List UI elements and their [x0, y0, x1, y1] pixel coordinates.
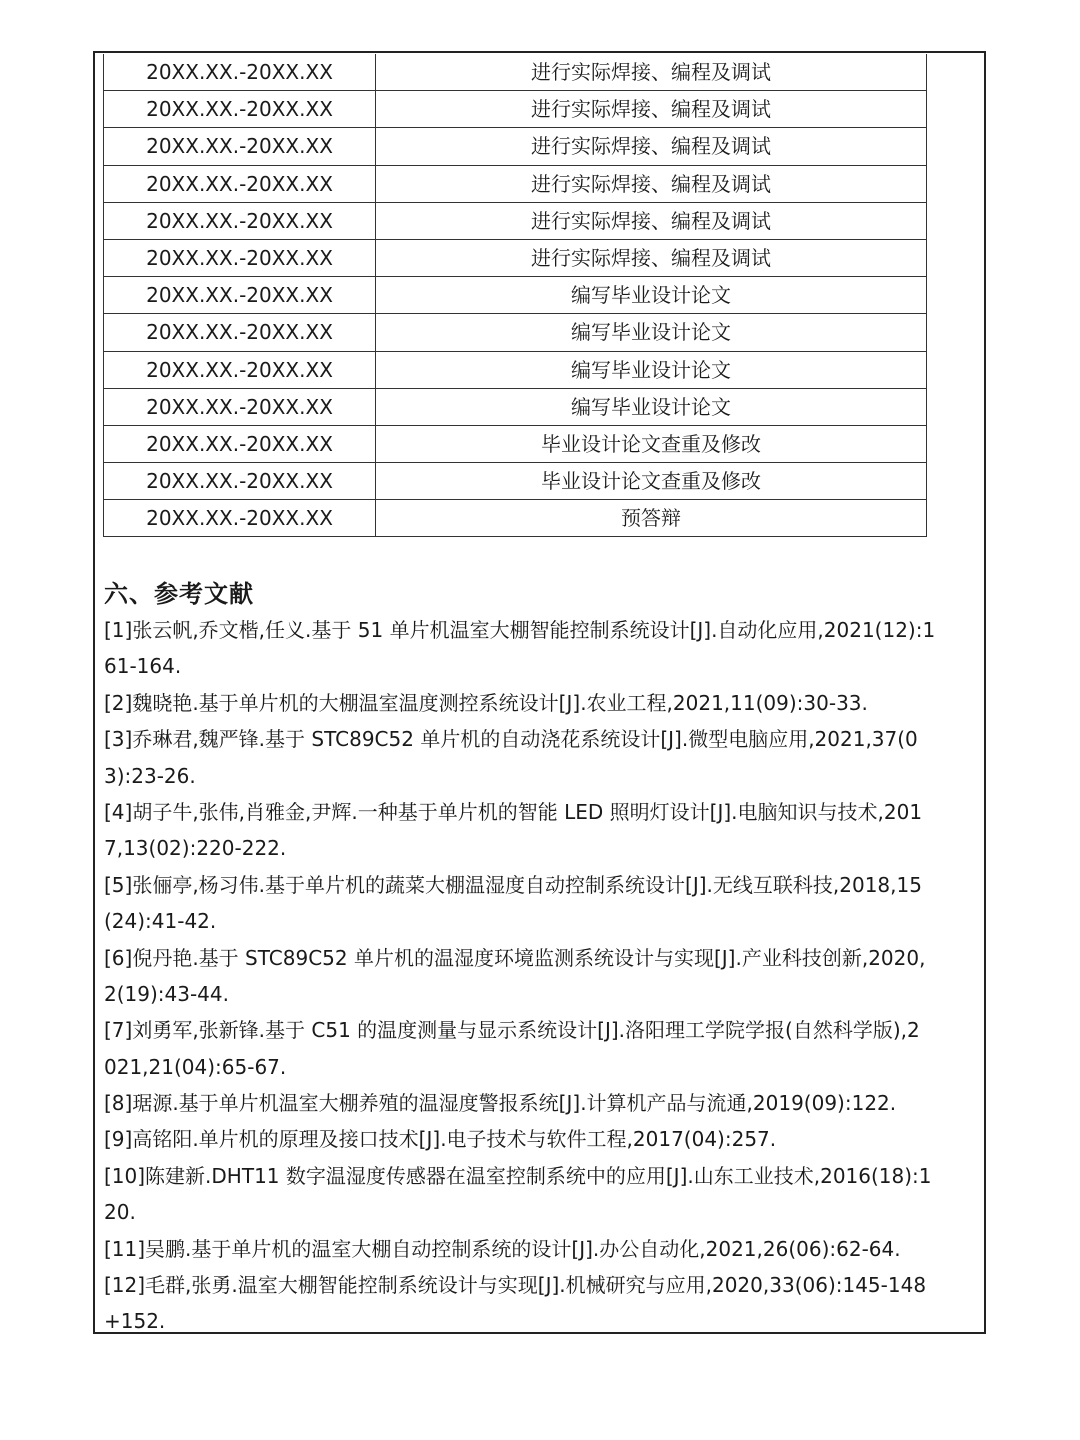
- schedule-task-cell: 毕业设计论文查重及修改: [376, 425, 927, 462]
- reference-line: 2(19):43-44.: [104, 981, 229, 1006]
- schedule-task-cell: 进行实际焊接、编程及调试: [376, 165, 927, 202]
- reference-line: 61-164.: [104, 654, 182, 679]
- schedule-date-cell: 20XX.XX.-20XX.XX: [104, 54, 376, 91]
- schedule-task-cell: 预答辩: [376, 500, 927, 537]
- references-heading: 六、参考文献: [104, 580, 254, 608]
- schedule-date-cell: 20XX.XX.-20XX.XX: [104, 91, 376, 128]
- table-row: [104, 91, 927, 128]
- schedule-date-cell: 20XX.XX.-20XX.XX: [104, 165, 376, 202]
- table-row: [104, 314, 927, 351]
- schedule-task-cell: 进行实际焊接、编程及调试: [376, 239, 927, 276]
- schedule-date-cell: 20XX.XX.-20XX.XX: [104, 425, 376, 462]
- reference-line: (24):41-42.: [104, 909, 217, 934]
- schedule-date-cell: 20XX.XX.-20XX.XX: [104, 202, 376, 239]
- reference-line: 021,21(04):65-67.: [104, 1054, 287, 1079]
- schedule-task-cell: 进行实际焊接、编程及调试: [376, 54, 927, 91]
- schedule-date-cell: 20XX.XX.-20XX.XX: [104, 314, 376, 351]
- schedule-task-cell: 编写毕业设计论文: [376, 314, 927, 351]
- schedule-task-cell: 编写毕业设计论文: [376, 277, 927, 314]
- reference-line: 7,13(02):220-222.: [104, 836, 287, 861]
- table-row: [104, 500, 927, 537]
- table-row: [104, 128, 927, 165]
- table-row: [104, 463, 927, 500]
- schedule-date-cell: 20XX.XX.-20XX.XX: [104, 128, 376, 165]
- references-list: [104, 612, 979, 1340]
- reference-line: [3]乔琳君,魏严锋.基于 STC89C52 单片机的自动浇花系统设计[J].微型电脑应用,2021,37(0: [104, 727, 918, 752]
- schedule-table: [103, 54, 927, 537]
- table-row: [104, 202, 927, 239]
- schedule-task-cell: 编写毕业设计论文: [376, 388, 927, 425]
- reference-line: 20.: [104, 1200, 136, 1225]
- table-row: [104, 388, 927, 425]
- schedule-task-cell: 进行实际焊接、编程及调试: [376, 202, 927, 239]
- reference-line: [2]魏晓艳.基于单片机的大棚温室温度测控系统设计[J].农业工程,2021,11(09):30-33.: [104, 690, 868, 715]
- schedule-date-cell: 20XX.XX.-20XX.XX: [104, 463, 376, 500]
- schedule-table-body: [104, 54, 927, 537]
- reference-line: 3):23-26.: [104, 763, 196, 788]
- reference-line: [5]张俪亭,杨习伟.基于单片机的蔬菜大棚温湿度自动控制系统设计[J].无线互联科技,2018,15: [104, 872, 922, 897]
- reference-line: +152.: [104, 1309, 166, 1334]
- table-row: [104, 165, 927, 202]
- reference-line: [11]吴鹏.基于单片机的温室大棚自动控制系统的设计[J].办公自动化,2021,26(06):62-64.: [104, 1236, 901, 1261]
- reference-line: [8]琚源.基于单片机温室大棚养殖的温湿度警报系统[J].计算机产品与流通,2019(09):122.: [104, 1091, 897, 1116]
- reference-line: [7]刘勇军,张新锋.基于 C51 的温度测量与显示系统设计[J].洛阳理工学院学报(自然科学版),2: [104, 1018, 920, 1043]
- schedule-task-cell: 进行实际焊接、编程及调试: [376, 91, 927, 128]
- reference-line: [1]张云帆,乔文楷,任义.基于 51 单片机温室大棚智能控制系统设计[J].自动化应用,2021(12):1: [104, 618, 936, 642]
- reference-line: [10]陈建新.DHT11 数字温湿度传感器在温室控制系统中的应用[J].山东工业技术,2016(18):1: [104, 1163, 932, 1188]
- schedule-date-cell: 20XX.XX.-20XX.XX: [104, 351, 376, 388]
- schedule-task-cell: 进行实际焊接、编程及调试: [376, 128, 927, 165]
- schedule-date-cell: 20XX.XX.-20XX.XX: [104, 239, 376, 276]
- table-row: [104, 54, 927, 91]
- reference-line: [9]高铭阳.单片机的原理及接口技术[J].电子技术与软件工程,2017(04):257.: [104, 1127, 777, 1152]
- schedule-task-cell: 编写毕业设计论文: [376, 351, 927, 388]
- schedule-date-cell: 20XX.XX.-20XX.XX: [104, 500, 376, 537]
- schedule-date-cell: 20XX.XX.-20XX.XX: [104, 388, 376, 425]
- schedule-task-cell: 毕业设计论文查重及修改: [376, 463, 927, 500]
- table-row: [104, 351, 927, 388]
- reference-line: [12]毛群,张勇.温室大棚智能控制系统设计与实现[J].机械研究与应用,2020,33(06):145-148: [104, 1273, 927, 1298]
- reference-line: [4]胡子牛,张伟,肖雅金,尹辉.一种基于单片机的智能 LED 照明灯设计[J].电脑知识与技术,201: [104, 799, 923, 824]
- reference-line: [6]倪丹艳.基于 STC89C52 单片机的温湿度环境监测系统设计与实现[J].产业科技创新,2020,: [104, 945, 926, 970]
- table-row: [104, 239, 927, 276]
- table-row: [104, 277, 927, 314]
- schedule-date-cell: 20XX.XX.-20XX.XX: [104, 277, 376, 314]
- table-row: [104, 425, 927, 462]
